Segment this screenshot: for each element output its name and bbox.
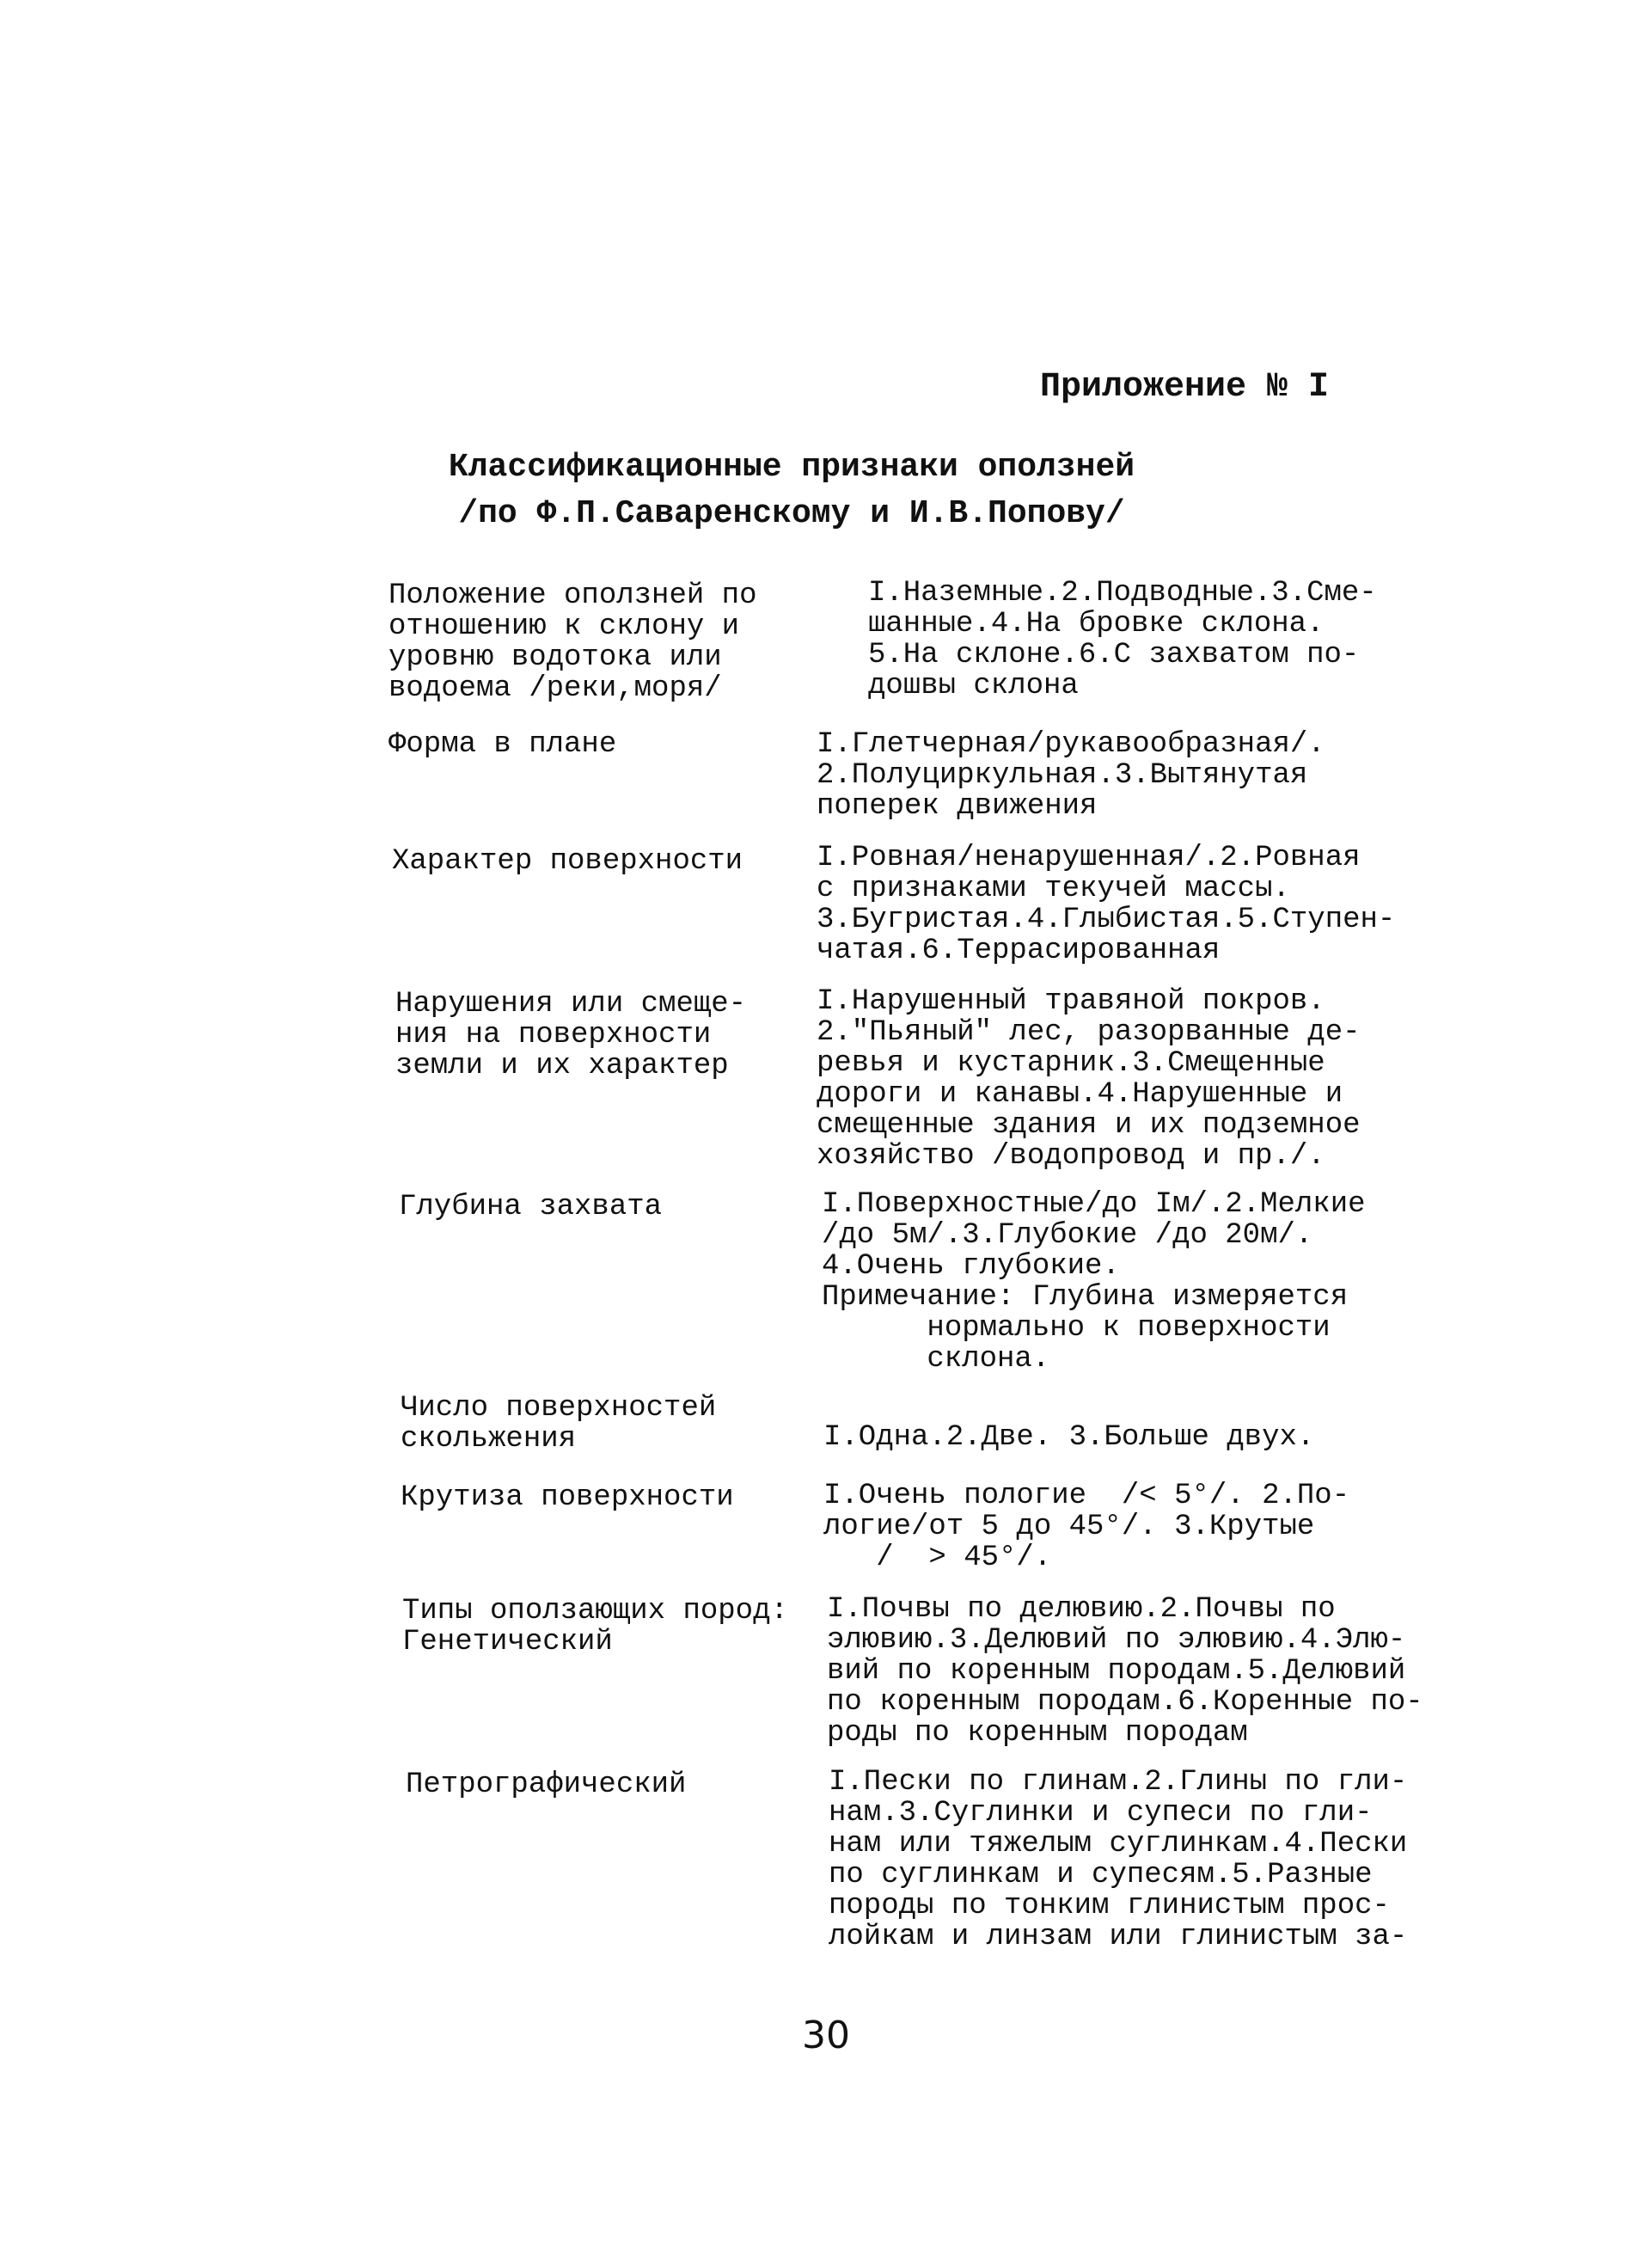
document-title-line-1: Классификационные признаки оползней bbox=[448, 449, 1135, 486]
row-label-surface-character: Характер поверхности bbox=[392, 845, 743, 878]
page-number: 30 bbox=[802, 2014, 850, 2057]
row-label-genetic-types: Типы оползающих пород: Генетический bbox=[402, 1595, 788, 1658]
row-label-disturbances: Нарушения или смеще- ния на поверхности земли и их характер bbox=[395, 988, 747, 1082]
row-description-genetic-types: I.Почвы по делювию.2.Почвы по элювию.3.Делювий по элювию.4.Элю- вий по коренным породам.5.Делювий по коренным породам.6.Коренные по- роды по коренным породам bbox=[827, 1593, 1423, 1750]
row-description-surface-character: I.Ровная/ненарушенная/.2.Ровная с признаками текучей массы. 3.Бугристая.4.Глыбистая.5.Ступен- чатая.6.Террасированная bbox=[817, 842, 1396, 967]
row-label-plan-form: Форма в плане bbox=[389, 728, 617, 761]
row-label-slope-steepness: Крутиза поверхности bbox=[401, 1481, 734, 1514]
row-label-slip-surfaces: Число поверхностей скольжения bbox=[401, 1392, 717, 1456]
row-description-depth: I.Поверхностные/до Iм/.2.Мелкие /до 5м/.3.Глубокие /до 20м/. 4.Очень глубокие. Примечание: Глубина измеряется нормально к поверхности склона. bbox=[822, 1188, 1366, 1376]
appendix-heading: Приложение № I bbox=[1040, 368, 1330, 407]
row-description-plan-form: I.Глетчерная/рукавообразная/. 2.Полуциркульная.3.Вытянутая поперек движения bbox=[817, 728, 1325, 823]
row-label-petrographic: Петрографический bbox=[406, 1769, 687, 1801]
row-description-position: I.Наземные.2.Подводные.3.Сме- шанные.4.На бровке склона. 5.На склоне.6.С захватом по- дошвы склона bbox=[868, 577, 1377, 702]
row-description-petrographic: I.Пески по глинам.2.Глины по гли- нам.3.Суглинки и супеси по гли- нам или тяжелым суглинкам.4.Пески по суглинкам и супесям.5.Разные породы по тонким глинистым прос- лойкам и линзам или глинистым за- bbox=[829, 1766, 1408, 1953]
row-label-position: Положение оползней по отношению к склону и уровню водотока или водоема /реки,моря/ bbox=[389, 579, 757, 705]
document-title-line-2: /по Ф.П.Саваренскому и И.В.Попову/ bbox=[458, 495, 1125, 532]
row-description-slope-steepness: I.Очень пологие /< 5°/. 2.По- логие/от 5 до 45°/. 3.Крутые / > 45°/. bbox=[823, 1480, 1350, 1574]
row-description-disturbances: I.Нарушенный травяной покров. 2."Пьяный" лес, разорванные де- ревья и кустарник.3.Смещенные дороги и канавы.4.Нарушенные и смещенные здания и их подземное хозяйство /водопровод и пр./. bbox=[817, 985, 1361, 1173]
row-label-depth: Глубина захвата bbox=[399, 1191, 663, 1223]
row-description-slip-surfaces: I.Одна.2.Две. 3.Больше двух. bbox=[823, 1421, 1315, 1454]
